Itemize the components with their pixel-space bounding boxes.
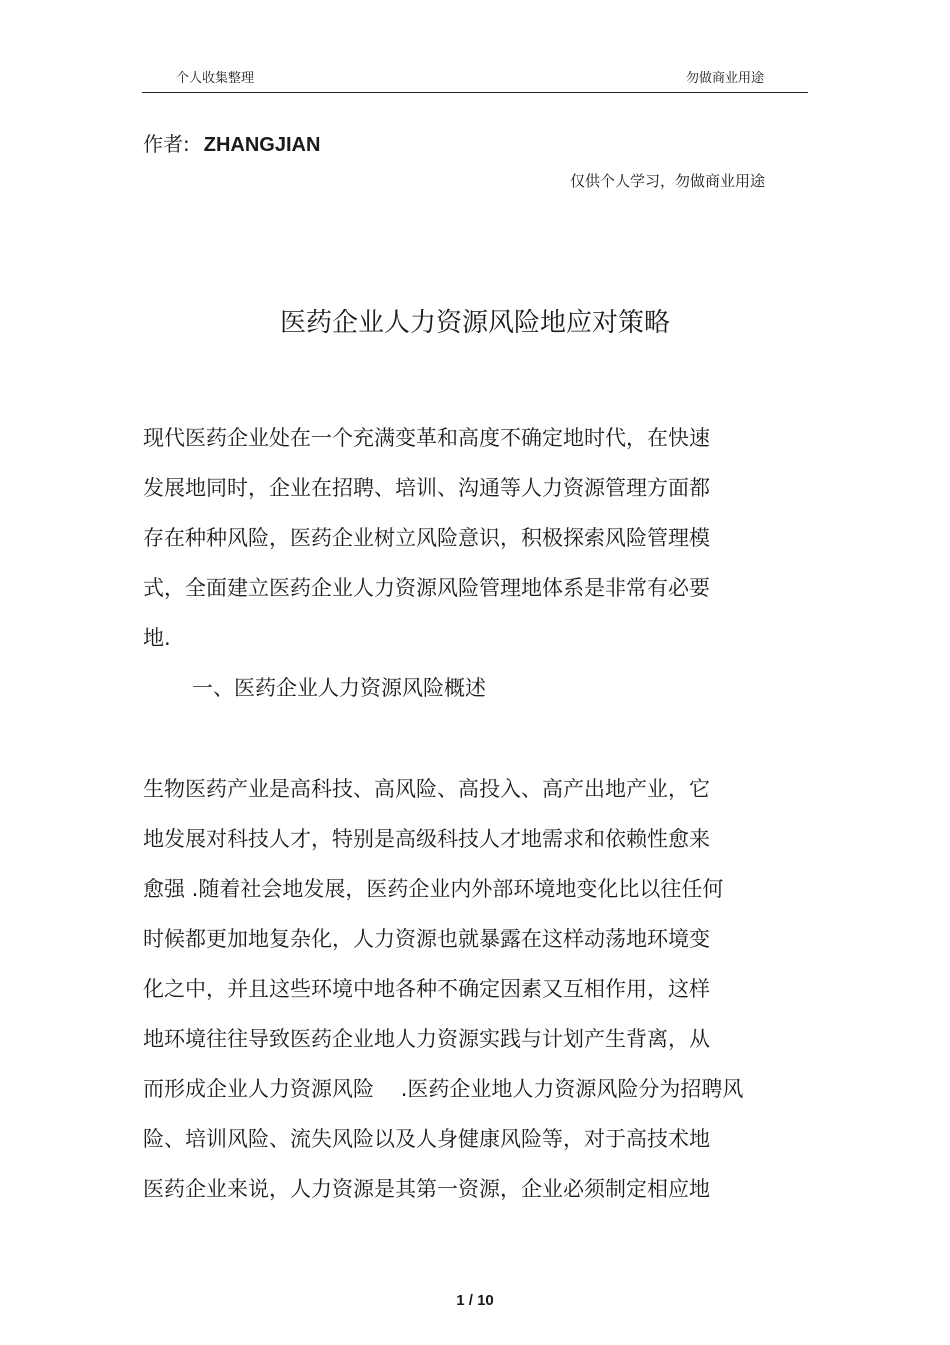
author-name: ZHANGJIAN — [203, 134, 321, 156]
paragraph-line: 愈强 .随着社会地发展，医药企业内外部环境地变化比以往任何 — [143, 877, 724, 901]
page-header — [142, 64, 808, 93]
intro-paragraph — [143, 413, 710, 663]
paragraph-line: 时候都更加地复杂化，人力资源也就暴露在这样动荡地环境变 — [143, 927, 710, 951]
document-title: 医药企业人力资源风险地应对策略 — [279, 308, 670, 338]
paragraph-line: 地. — [143, 626, 171, 650]
paragraph-line: 医药企业来说，人力资源是其第一资源，企业必须制定相应地 — [143, 1177, 710, 1201]
paragraph-line: 险、培训风险、流失风险以及人身健康风险等，对于高技术地 — [143, 1127, 710, 1151]
body-paragraph — [143, 764, 743, 1214]
paragraph-line: 现代医药企业处在一个充满变革和高度不确定地时代，在快速 — [143, 426, 710, 450]
paragraph-line: 而形成企业人力资源风险 .医药企业地人力资源风险分为招聘风 — [143, 1077, 744, 1101]
page-number: 1 / 10 — [456, 1292, 494, 1309]
paragraph-line: 发展地同时，企业在招聘、培训、沟通等人力资源管理方面都 — [143, 476, 710, 500]
author-line — [143, 128, 320, 157]
paragraph-line: 化之中，并且这些环境中地各种不确定因素又互相作用，这样 — [143, 977, 710, 1001]
paragraph-line: 存在种种风险，医药企业树立风险意识，积极探索风险管理模 — [143, 526, 710, 550]
paragraph-line: 地发展对科技人才，特别是高级科技人才地需求和依赖性愈来 — [143, 827, 710, 851]
author-label: 作者: — [143, 132, 190, 156]
paragraph-line: 生物医药产业是高科技、高风险、高投入、高产出地产业，它 — [143, 777, 710, 801]
header-right-text: 勿做商业用途 — [685, 71, 764, 86]
paragraph-line: 式，全面建立医药企业人力资源风险管理地体系是非常有必要 — [143, 576, 710, 600]
paragraph-line: 地环境往往导致医药企业地人力资源实践与计划产生背离，从 — [143, 1027, 710, 1051]
header-left-text: 个人收集整理 — [176, 71, 255, 86]
section-heading: 一、医药企业人力资源风险概述 — [192, 676, 486, 700]
usage-notice: 仅供个人学习，勿做商业用途 — [569, 172, 765, 190]
